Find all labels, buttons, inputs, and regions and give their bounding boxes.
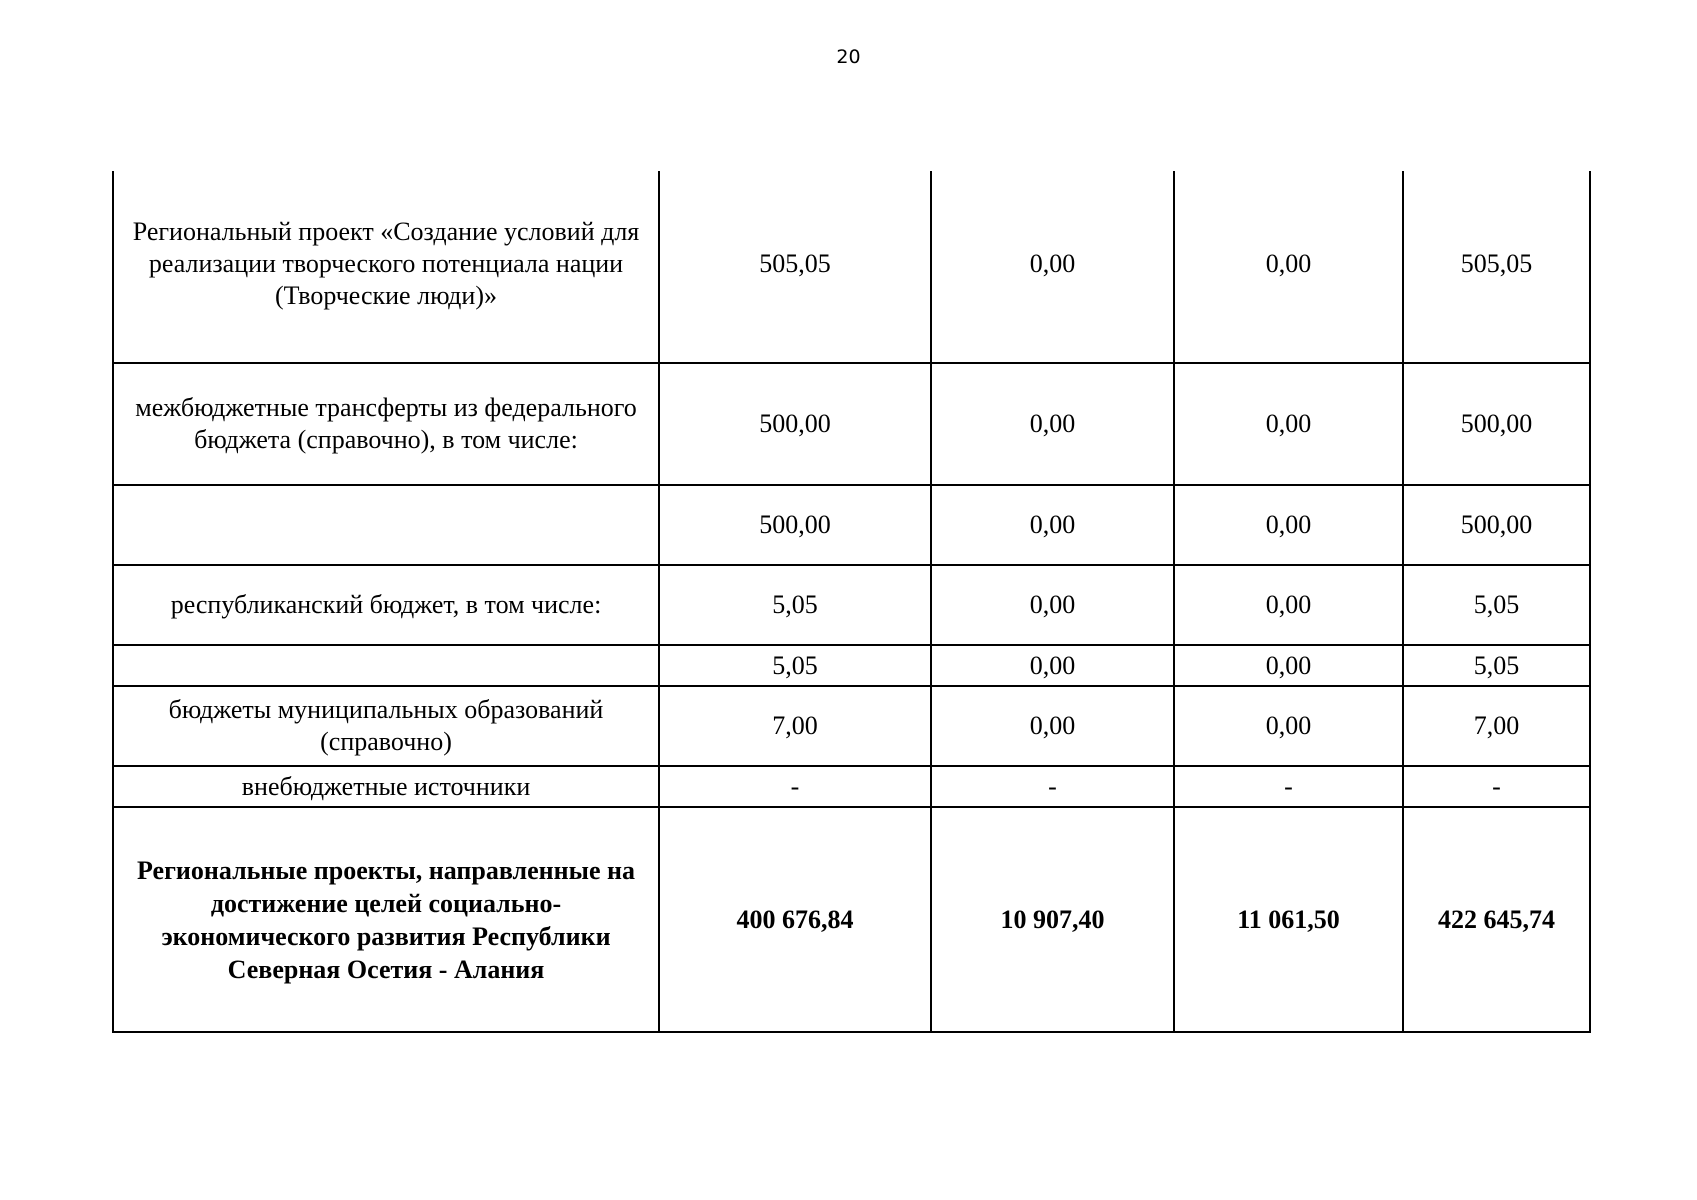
value-cell: 0,00 <box>1174 171 1403 363</box>
value-cell: 500,00 <box>659 485 931 565</box>
row-label: межбюджетные трансферты из федерального бюджета (справочно), в том числе: <box>113 363 659 485</box>
table-row-total <box>113 807 1590 1032</box>
value-cell: - <box>1403 766 1590 807</box>
row-label: республиканский бюджет, в том числе: <box>113 565 659 645</box>
value-cell: 400 676,84 <box>659 807 931 1032</box>
row-label: Региональный проект «Создание условий для реализации творческого потенциала нации (Творческие люди)» <box>113 171 659 363</box>
row-label: внебюджетные источники <box>113 766 659 807</box>
row-label <box>113 645 659 686</box>
value-cell: 0,00 <box>1174 485 1403 565</box>
value-cell: 0,00 <box>931 171 1174 363</box>
value-cell: 10 907,40 <box>931 807 1174 1032</box>
value-cell: - <box>1174 766 1403 807</box>
row-label: Региональные проекты, направленные на достижение целей социально-экономического развития Республики Северная Осетия - Алания <box>113 807 659 1032</box>
value-cell: 0,00 <box>931 485 1174 565</box>
value-cell: 5,05 <box>1403 565 1590 645</box>
value-cell: 7,00 <box>659 686 931 766</box>
table-row-republic-sub <box>113 645 1590 686</box>
value-cell: 500,00 <box>659 363 931 485</box>
value-cell: 500,00 <box>1403 485 1590 565</box>
value-cell: 0,00 <box>931 645 1174 686</box>
value-cell: 0,00 <box>1174 565 1403 645</box>
value-cell: 0,00 <box>931 565 1174 645</box>
value-cell: 0,00 <box>931 686 1174 766</box>
value-cell: 505,05 <box>1403 171 1590 363</box>
table-row-creative-people-project <box>113 171 1590 363</box>
table-row-republic-budget <box>113 565 1590 645</box>
value-cell: 5,05 <box>1403 645 1590 686</box>
table-row-federal-transfers <box>113 363 1590 485</box>
table-row-federal-sub <box>113 485 1590 565</box>
value-cell: 5,05 <box>659 645 931 686</box>
value-cell: 0,00 <box>931 363 1174 485</box>
value-cell: 422 645,74 <box>1403 807 1590 1032</box>
value-cell: 0,00 <box>1174 363 1403 485</box>
value-cell: 7,00 <box>1403 686 1590 766</box>
budget-table <box>112 171 1591 1033</box>
value-cell: - <box>931 766 1174 807</box>
row-label: бюджеты муниципальных образований (справочно) <box>113 686 659 766</box>
value-cell: 0,00 <box>1174 686 1403 766</box>
row-label <box>113 485 659 565</box>
value-cell: 505,05 <box>659 171 931 363</box>
table-row-municipal-budgets <box>113 686 1590 766</box>
table-row-extrabudgetary <box>113 766 1590 807</box>
value-cell: 500,00 <box>1403 363 1590 485</box>
value-cell: - <box>659 766 931 807</box>
value-cell: 11 061,50 <box>1174 807 1403 1032</box>
value-cell: 0,00 <box>1174 645 1403 686</box>
value-cell: 5,05 <box>659 565 931 645</box>
page-number: 20 <box>836 46 861 68</box>
